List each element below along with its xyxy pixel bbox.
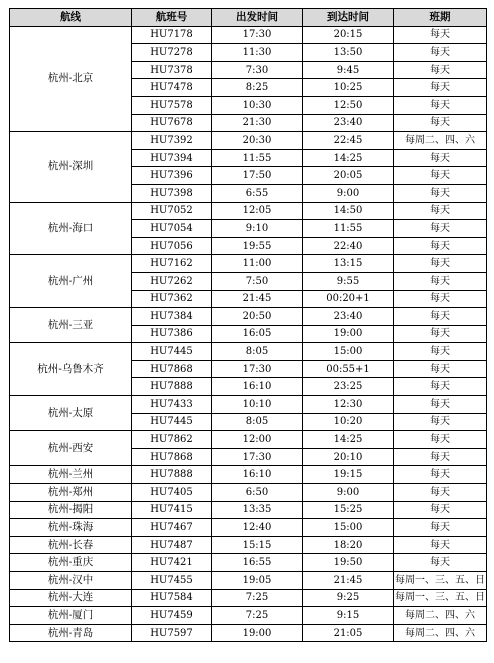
header-days: 班期 — [394, 9, 487, 27]
arrival-time: 22:40 — [303, 237, 394, 255]
operating-days: 每天 — [394, 554, 487, 572]
flight-number: HU7478 — [132, 79, 212, 97]
departure-time: 8:05 — [212, 343, 303, 361]
route-cell: 杭州-大连 — [10, 589, 132, 607]
departure-time: 16:05 — [212, 325, 303, 343]
flight-number: HU7405 — [132, 484, 212, 502]
flight-number: HU7487 — [132, 536, 212, 554]
arrival-time: 20:15 — [303, 26, 394, 44]
operating-days: 每天 — [394, 44, 487, 62]
flight-number: HU7262 — [132, 272, 212, 290]
operating-days: 每天 — [394, 202, 487, 220]
departure-time: 6:50 — [212, 484, 303, 502]
departure-time: 16:10 — [212, 378, 303, 396]
departure-time: 20:30 — [212, 132, 303, 150]
flight-number: HU7433 — [132, 396, 212, 414]
flight-number: HU7445 — [132, 413, 212, 431]
operating-days: 每天 — [394, 325, 487, 343]
route-cell: 杭州-厦门 — [10, 607, 132, 625]
arrival-time: 21:45 — [303, 572, 394, 590]
route-cell: 杭州-珠海 — [10, 519, 132, 537]
operating-days: 每天 — [394, 448, 487, 466]
departure-time: 7:25 — [212, 589, 303, 607]
arrival-time: 9:00 — [303, 484, 394, 502]
flight-number: HU7362 — [132, 290, 212, 308]
arrival-time: 15:25 — [303, 501, 394, 519]
departure-time: 10:30 — [212, 96, 303, 114]
schedule-body — [10, 26, 487, 642]
table-row — [10, 624, 487, 642]
header-departure: 出发时间 — [212, 9, 303, 27]
departure-time: 17:30 — [212, 448, 303, 466]
departure-time: 8:05 — [212, 413, 303, 431]
arrival-time: 9:25 — [303, 589, 394, 607]
departure-time: 10:10 — [212, 396, 303, 414]
flight-number: HU7396 — [132, 167, 212, 185]
flight-number: HU7597 — [132, 624, 212, 642]
arrival-time: 22:45 — [303, 132, 394, 150]
flight-schedule-table — [9, 8, 487, 642]
departure-time: 7:30 — [212, 61, 303, 79]
departure-time: 17:50 — [212, 167, 303, 185]
operating-days: 每天 — [394, 26, 487, 44]
arrival-time: 19:15 — [303, 466, 394, 484]
flight-number: HU7888 — [132, 466, 212, 484]
header-row — [10, 9, 487, 27]
table-row — [10, 519, 487, 537]
operating-days: 每天 — [394, 184, 487, 202]
flight-number: HU7056 — [132, 237, 212, 255]
arrival-time: 11:55 — [303, 220, 394, 238]
arrival-time: 00:55+1 — [303, 360, 394, 378]
departure-time: 21:30 — [212, 114, 303, 132]
flight-number: HU7415 — [132, 501, 212, 519]
flight-number: HU7178 — [132, 26, 212, 44]
arrival-time: 15:00 — [303, 343, 394, 361]
route-cell: 杭州-兰州 — [10, 466, 132, 484]
table-row — [10, 202, 487, 220]
operating-days: 每天 — [394, 167, 487, 185]
flight-number: HU7398 — [132, 184, 212, 202]
departure-time: 21:45 — [212, 290, 303, 308]
table-row — [10, 501, 487, 519]
flight-number: HU7868 — [132, 360, 212, 378]
operating-days: 每天 — [394, 255, 487, 273]
operating-days: 每周二、四、六 — [394, 132, 487, 150]
operating-days: 每周二、四、六 — [394, 607, 487, 625]
departure-time: 11:30 — [212, 44, 303, 62]
table-row — [10, 484, 487, 502]
arrival-time: 13:15 — [303, 255, 394, 273]
arrival-time: 14:50 — [303, 202, 394, 220]
route-cell: 杭州-太原 — [10, 396, 132, 431]
route-cell: 杭州-深圳 — [10, 132, 132, 202]
flight-number: HU7052 — [132, 202, 212, 220]
operating-days: 每周一、三、五、日 — [394, 572, 487, 590]
arrival-time: 23:40 — [303, 114, 394, 132]
operating-days: 每天 — [394, 519, 487, 537]
departure-time: 7:25 — [212, 607, 303, 625]
route-cell: 杭州-重庆 — [10, 554, 132, 572]
departure-time: 13:35 — [212, 501, 303, 519]
table-row — [10, 308, 487, 326]
departure-time: 8:25 — [212, 79, 303, 97]
arrival-time: 23:40 — [303, 308, 394, 326]
flight-number: HU7054 — [132, 220, 212, 238]
departure-time: 19:05 — [212, 572, 303, 590]
operating-days: 每天 — [394, 360, 487, 378]
arrival-time: 00:20+1 — [303, 290, 394, 308]
table-row — [10, 431, 487, 449]
operating-days: 每天 — [394, 114, 487, 132]
arrival-time: 14:25 — [303, 431, 394, 449]
operating-days: 每天 — [394, 431, 487, 449]
departure-time: 6:55 — [212, 184, 303, 202]
operating-days: 每天 — [394, 536, 487, 554]
arrival-time: 12:30 — [303, 396, 394, 414]
arrival-time: 19:50 — [303, 554, 394, 572]
route-cell: 杭州-郑州 — [10, 484, 132, 502]
departure-time: 12:05 — [212, 202, 303, 220]
flight-number: HU7384 — [132, 308, 212, 326]
table-row — [10, 466, 487, 484]
route-cell: 杭州-揭阳 — [10, 501, 132, 519]
arrival-time: 9:55 — [303, 272, 394, 290]
table-row — [10, 572, 487, 590]
arrival-time: 20:10 — [303, 448, 394, 466]
arrival-time: 9:00 — [303, 184, 394, 202]
departure-time: 7:50 — [212, 272, 303, 290]
flight-number: HU7394 — [132, 149, 212, 167]
flight-number: HU7386 — [132, 325, 212, 343]
operating-days: 每周二、四、六 — [394, 624, 487, 642]
flight-number: HU7378 — [132, 61, 212, 79]
operating-days: 每天 — [394, 61, 487, 79]
flight-number: HU7455 — [132, 572, 212, 590]
route-cell: 杭州-青岛 — [10, 624, 132, 642]
table-row — [10, 607, 487, 625]
operating-days: 每天 — [394, 237, 487, 255]
arrival-time: 20:05 — [303, 167, 394, 185]
departure-time: 20:50 — [212, 308, 303, 326]
arrival-time: 10:20 — [303, 413, 394, 431]
route-cell: 杭州-西安 — [10, 431, 132, 466]
arrival-time: 23:25 — [303, 378, 394, 396]
route-cell: 杭州-广州 — [10, 255, 132, 308]
route-cell: 杭州-长春 — [10, 536, 132, 554]
header-arrival: 到达时间 — [303, 9, 394, 27]
arrival-time: 12:50 — [303, 96, 394, 114]
table-row — [10, 132, 487, 150]
departure-time: 11:00 — [212, 255, 303, 273]
flight-number: HU7392 — [132, 132, 212, 150]
operating-days: 每天 — [394, 396, 487, 414]
table-row — [10, 255, 487, 273]
operating-days: 每天 — [394, 484, 487, 502]
flight-number: HU7862 — [132, 431, 212, 449]
flight-number: HU7459 — [132, 607, 212, 625]
flight-number: HU7162 — [132, 255, 212, 273]
flight-number: HU7868 — [132, 448, 212, 466]
operating-days: 每天 — [394, 378, 487, 396]
departure-time: 12:00 — [212, 431, 303, 449]
route-cell: 杭州-乌鲁木齐 — [10, 343, 132, 396]
operating-days: 每天 — [394, 96, 487, 114]
operating-days: 每天 — [394, 290, 487, 308]
arrival-time: 21:05 — [303, 624, 394, 642]
departure-time: 11:55 — [212, 149, 303, 167]
operating-days: 每天 — [394, 466, 487, 484]
flight-number: HU7278 — [132, 44, 212, 62]
arrival-time: 10:25 — [303, 79, 394, 97]
operating-days: 每天 — [394, 149, 487, 167]
departure-time: 16:10 — [212, 466, 303, 484]
departure-time: 15:15 — [212, 536, 303, 554]
flight-number: HU7584 — [132, 589, 212, 607]
route-cell: 杭州-北京 — [10, 26, 132, 132]
arrival-time: 18:20 — [303, 536, 394, 554]
arrival-time: 9:15 — [303, 607, 394, 625]
departure-time: 17:30 — [212, 26, 303, 44]
departure-time: 19:00 — [212, 624, 303, 642]
operating-days: 每周一、三、五、日 — [394, 589, 487, 607]
arrival-time: 13:50 — [303, 44, 394, 62]
flight-number: HU7421 — [132, 554, 212, 572]
operating-days: 每天 — [394, 501, 487, 519]
flight-number: HU7678 — [132, 114, 212, 132]
table-row — [10, 554, 487, 572]
table-row — [10, 536, 487, 554]
departure-time: 19:55 — [212, 237, 303, 255]
route-cell: 杭州-三亚 — [10, 308, 132, 343]
table-row — [10, 396, 487, 414]
operating-days: 每天 — [394, 272, 487, 290]
route-cell: 杭州-汉中 — [10, 572, 132, 590]
arrival-time: 15:00 — [303, 519, 394, 537]
header-route: 航线 — [10, 9, 132, 27]
flight-number: HU7888 — [132, 378, 212, 396]
departure-time: 12:40 — [212, 519, 303, 537]
arrival-time: 14:25 — [303, 149, 394, 167]
arrival-time: 9:45 — [303, 61, 394, 79]
operating-days: 每天 — [394, 308, 487, 326]
arrival-time: 19:00 — [303, 325, 394, 343]
operating-days: 每天 — [394, 343, 487, 361]
operating-days: 每天 — [394, 79, 487, 97]
flight-number: HU7467 — [132, 519, 212, 537]
operating-days: 每天 — [394, 413, 487, 431]
flight-number: HU7578 — [132, 96, 212, 114]
operating-days: 每天 — [394, 220, 487, 238]
route-cell: 杭州-海口 — [10, 202, 132, 255]
flight-number: HU7445 — [132, 343, 212, 361]
departure-time: 17:30 — [212, 360, 303, 378]
table-row — [10, 26, 487, 44]
departure-time: 16:55 — [212, 554, 303, 572]
table-row — [10, 589, 487, 607]
header-flight-no: 航班号 — [132, 9, 212, 27]
table-row — [10, 343, 487, 361]
departure-time: 9:10 — [212, 220, 303, 238]
